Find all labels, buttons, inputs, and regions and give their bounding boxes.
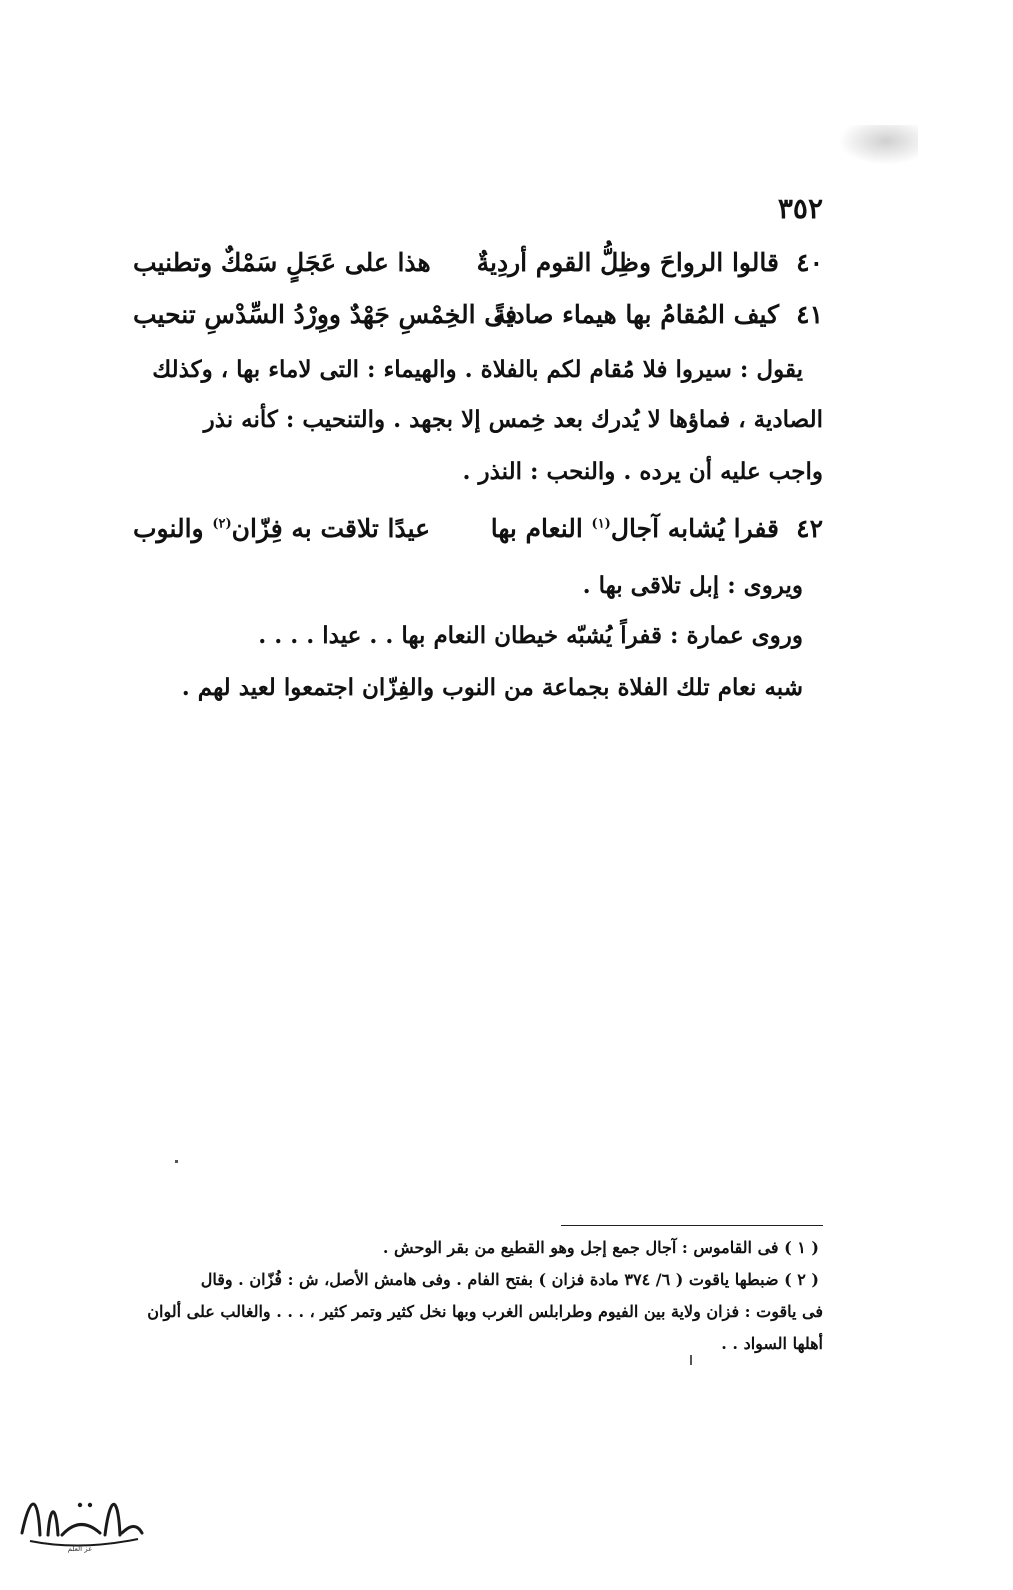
calligraphy-logo-icon [10,1475,150,1555]
footnote-2-continued: فى ياقوت : فزان ولاية بين الفيوم وطرابلس الغرب وبها نخل كثير وتمر كثير ، . . . والغالب على ألوان [147,1302,823,1321]
footnote-2-continued: أهلها السواد . . [721,1334,823,1353]
verse-number: ٤٢ [796,514,823,543]
verse-42 [133,514,823,558]
scan-mark [175,1160,178,1163]
verse-number: ٤١ [796,300,823,329]
verse-number: ٤٠ [796,248,823,277]
commentary-line: الصادية ، فماؤها لا يُدرك بعد خِمس إلا بجهد . والتنحيب : كأنه نذر [203,406,823,433]
verse-hemistich-first [491,514,779,543]
verse-41 [133,300,823,344]
footnote-ref-1: (١) [591,516,611,532]
scan-mark [690,1355,692,1365]
verse-hemistich-first: قالوا الرواحَ وظِلُّ القوم أردِيةٌ [476,248,779,277]
verse-40 [133,248,823,292]
commentary-line: يقول : سيروا فلا مُقام لكم بالفلاة . والهيماء : التى لاماء بها ، وكذلك [152,356,803,383]
verse-hemistich-second: فى الخِمْسِ جَهْدٌ ووِرْدُ السِّدْسِ تنحيب [133,300,518,329]
commentary-line: شبه نعام تلك الفلاة بجماعة من النوب والفِزّان اجتمعوا لعيد لهم . [181,674,803,701]
hemistich-text: عيدًا تلاقت به فِزّان [231,514,431,543]
footnote-divider [561,1225,823,1226]
verse-hemistich-second [133,514,430,543]
logo-subtext: عز العلم [67,1545,93,1553]
verse-hemistich-first: كيف المُقامُ بها هيماء صاديةً [493,300,779,329]
page-number: ٣٥٢ [777,192,823,225]
hemistich-text: النعام بها [490,514,592,543]
footnote-1: ( ١ ) فى القاموس : آجال جمع إجل وهو القطيع من بقر الوحش . [382,1238,819,1257]
scan-smudge [838,125,918,165]
footnote-2: ( ٢ ) ضبطها ياقوت ( ٦/ ٣٧٤ مادة فزان ) بفتح الفام . وفى هامش الأصل، ش : فُزّان . وقال [200,1270,819,1289]
verse-hemistich-second: هذا على عَجَلٍ سَمْكٌ وتطنيب [133,248,431,277]
footnote-ref-2: (٢) [212,516,232,532]
hemistich-text: والنوب [133,514,213,543]
commentary-line: ويروى : إبل تلاقى بها . [582,572,803,599]
commentary-line: وروى عمارة : قفراً يُشبّه خيطان النعام بها . . عيدا . . . . [258,622,803,649]
commentary-line: واجب عليه أن يرده . والنحب : النذر . [462,458,823,485]
hemistich-text: قفرا يُشابه آجال [610,514,779,543]
